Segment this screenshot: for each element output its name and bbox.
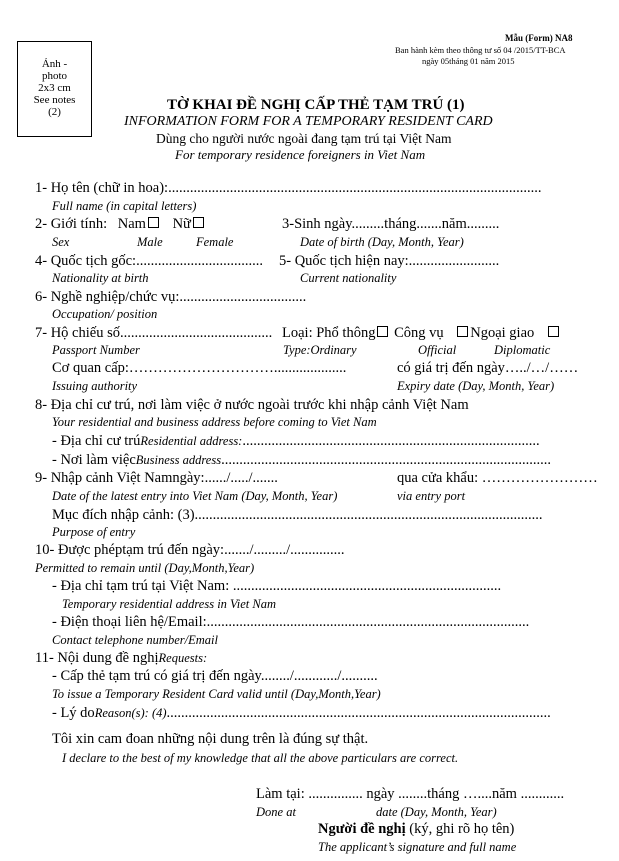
sex-en: Sex: [52, 235, 70, 249]
official-label: Công vụ: [394, 325, 444, 341]
nationality-birth-en: Nationality at birth: [52, 271, 149, 285]
photo-line-2: photo: [41, 70, 68, 82]
issuing-authority-en: Issuing authority: [52, 379, 138, 393]
reason-dots: ..........................................................................................................: [166, 705, 551, 721]
photo-line-5: (2): [48, 106, 61, 118]
business-en: Business address: [135, 453, 222, 467]
reason-en: Reason(s): (4): [94, 706, 167, 720]
form-code: Mẫu (Form) NA8: [505, 33, 573, 43]
field-1-label: 1- Họ tên (chữ in hoa):.......................................................................................................: [35, 180, 542, 196]
applicant-bold: Người đề nghị: [318, 821, 406, 837]
female-label: Nữ: [172, 216, 191, 232]
ordinary-label: Loại: Phổ thông: [282, 325, 376, 341]
declaration-en: I declare to the best of my knowledge that all the above particulars are correct.: [62, 751, 459, 765]
field-8-label: 8- Địa chỉ cư trú, nơi làm việc ở nước ngoài trước khi nhập cảnh Việt Nam: [35, 397, 469, 413]
declaration-vi: Tôi xin cam đoan những nội dung trên là đúng sự thật.: [52, 731, 369, 747]
entry-port-en: via entry port: [397, 489, 466, 503]
field-11-label: [35, 650, 207, 667]
purpose-en: Purpose of entry: [52, 525, 136, 539]
phone-email-label: - Điện thoại liên hệ/Email:.........................................................................................: [52, 614, 530, 630]
issued-line-2: ngày 05tháng 01 năm 2015: [422, 56, 515, 66]
field-6-label: 6- Nghề nghiệp/chức vụ:...................................: [35, 289, 307, 305]
photo-line-1: Ảnh -: [41, 58, 68, 70]
issuing-authority-label: Cơ quan cấp:…………………………....................: [52, 360, 347, 376]
phone-email-en: Contact telephone number/Email: [52, 633, 218, 647]
business-address-label: [52, 452, 551, 469]
passport-number-en: Passport Number: [52, 343, 140, 357]
requests-vi: 11- Nội dung đề nghị: [35, 650, 159, 666]
female-checkbox[interactable]: [193, 217, 204, 228]
requests-en: Requests:: [158, 651, 208, 665]
ordinary-checkbox[interactable]: [377, 326, 388, 337]
subtitle-en: For temporary residence foreigners in Viet Nam: [175, 147, 426, 162]
reason-vi: - Lý do: [52, 705, 95, 721]
applicant-rest: (ký, ghi rõ họ tên): [405, 821, 515, 837]
business-dots: ...........................................................................................: [221, 452, 551, 468]
entry-date-en: Date of the latest entry into Viet Nam (Day, Month, Year): [52, 489, 338, 503]
entry-port-label: qua cửa khẩu: ……………………: [397, 470, 598, 486]
field-5-label: 5- Quốc tịch hiện nay:.........................: [279, 253, 500, 269]
field-1-en: Full name (in capital letters): [52, 199, 197, 213]
card-valid-label: - Cấp thẻ tạm trú có giá trị đến ngày......../............/..........: [52, 668, 378, 684]
photo-line-4: See notes: [33, 94, 76, 106]
field-9-label: 9- Nhập cảnh Việt Namngày:....../...../.......: [35, 470, 278, 486]
photo-box: [17, 41, 92, 137]
diplomatic-en: Diplomatic: [494, 343, 551, 357]
field-7-label: 7- Hộ chiếu số..........................................: [35, 325, 273, 341]
done-at-label: Làm tại: ............... ngày ........tháng …....năm ............: [256, 786, 565, 802]
done-at-en: Done at: [256, 805, 296, 819]
subtitle-vi: Dùng cho người nước ngoài đang tạm trú tại Việt Nam: [156, 131, 452, 146]
male-label: Nam: [117, 216, 146, 232]
title-vi: TỜ KHAI ĐỀ NGHỊ CẤP THẺ TẠM TRÚ (1): [167, 97, 465, 113]
dob-en: Date of birth (Day, Month, Year): [300, 235, 464, 249]
field-3-label: 3-Sinh ngày.........tháng.......năm.........: [282, 216, 500, 232]
female-en: Female: [196, 235, 234, 249]
business-vi: - Nơi làm việc: [52, 452, 136, 468]
field-10-en: Permitted to remain until (Day,Month,Year): [35, 561, 255, 575]
signature-date-en: date (Day, Month, Year): [376, 805, 497, 819]
diplomatic-label: Ngoại giao: [470, 325, 535, 341]
expiry-label: có giá trị đến ngày…../…/……: [397, 360, 579, 376]
male-en: Male: [137, 235, 163, 249]
applicant-label: [318, 821, 514, 838]
temp-address-label: - Địa chỉ tạm trú tại Việt Nam: ..........................................................................: [52, 578, 502, 594]
type-ordinary-en: Type:Ordinary: [283, 343, 357, 357]
field-2-label: [35, 216, 206, 233]
residential-vi: - Địa chỉ cư trú: [52, 433, 141, 449]
male-checkbox[interactable]: [148, 217, 159, 228]
applicant-en: The applicant’s signature and full name: [318, 840, 517, 854]
nationality-current-en: Current nationality: [300, 271, 397, 285]
title-en: INFORMATION FORM FOR A TEMPORARY RESIDENT CARD: [124, 114, 493, 129]
purpose-label: Mục đích nhập cảnh: (3)................................................................................................: [52, 507, 543, 523]
temp-address-en: Temporary residential address in Viet Nam: [62, 597, 277, 611]
card-valid-en: To issue a Temporary Resident Card valid until (Day,Month,Year): [52, 687, 381, 701]
issued-line-1: Ban hành kèm theo thông tư số 04 /2015/TT-BCA: [395, 45, 566, 55]
diplomatic-checkbox[interactable]: [548, 326, 559, 337]
official-checkbox[interactable]: [457, 326, 468, 337]
sex-label: 2- Giới tính:: [35, 216, 108, 232]
photo-line-3: 2x3 cm: [38, 82, 71, 94]
residential-address-label: [52, 433, 540, 450]
residential-dots: ..................................................................................: [242, 433, 540, 449]
occupation-en: Occupation/ position: [52, 307, 158, 321]
field-10-label: 10- Được phéptạm trú đến ngày:......./........./...............: [35, 542, 345, 558]
residential-en: Residential address:: [140, 434, 243, 448]
field-8-en: Your residential and business address before coming to Viet Nam: [52, 415, 377, 429]
official-en: Official: [418, 343, 457, 357]
field-4-label: 4- Quốc tịch gốc:...................................: [35, 253, 263, 269]
passport-type-label: [282, 325, 561, 342]
expiry-en: Expiry date (Day, Month, Year): [397, 379, 555, 393]
reason-label: [52, 705, 551, 722]
